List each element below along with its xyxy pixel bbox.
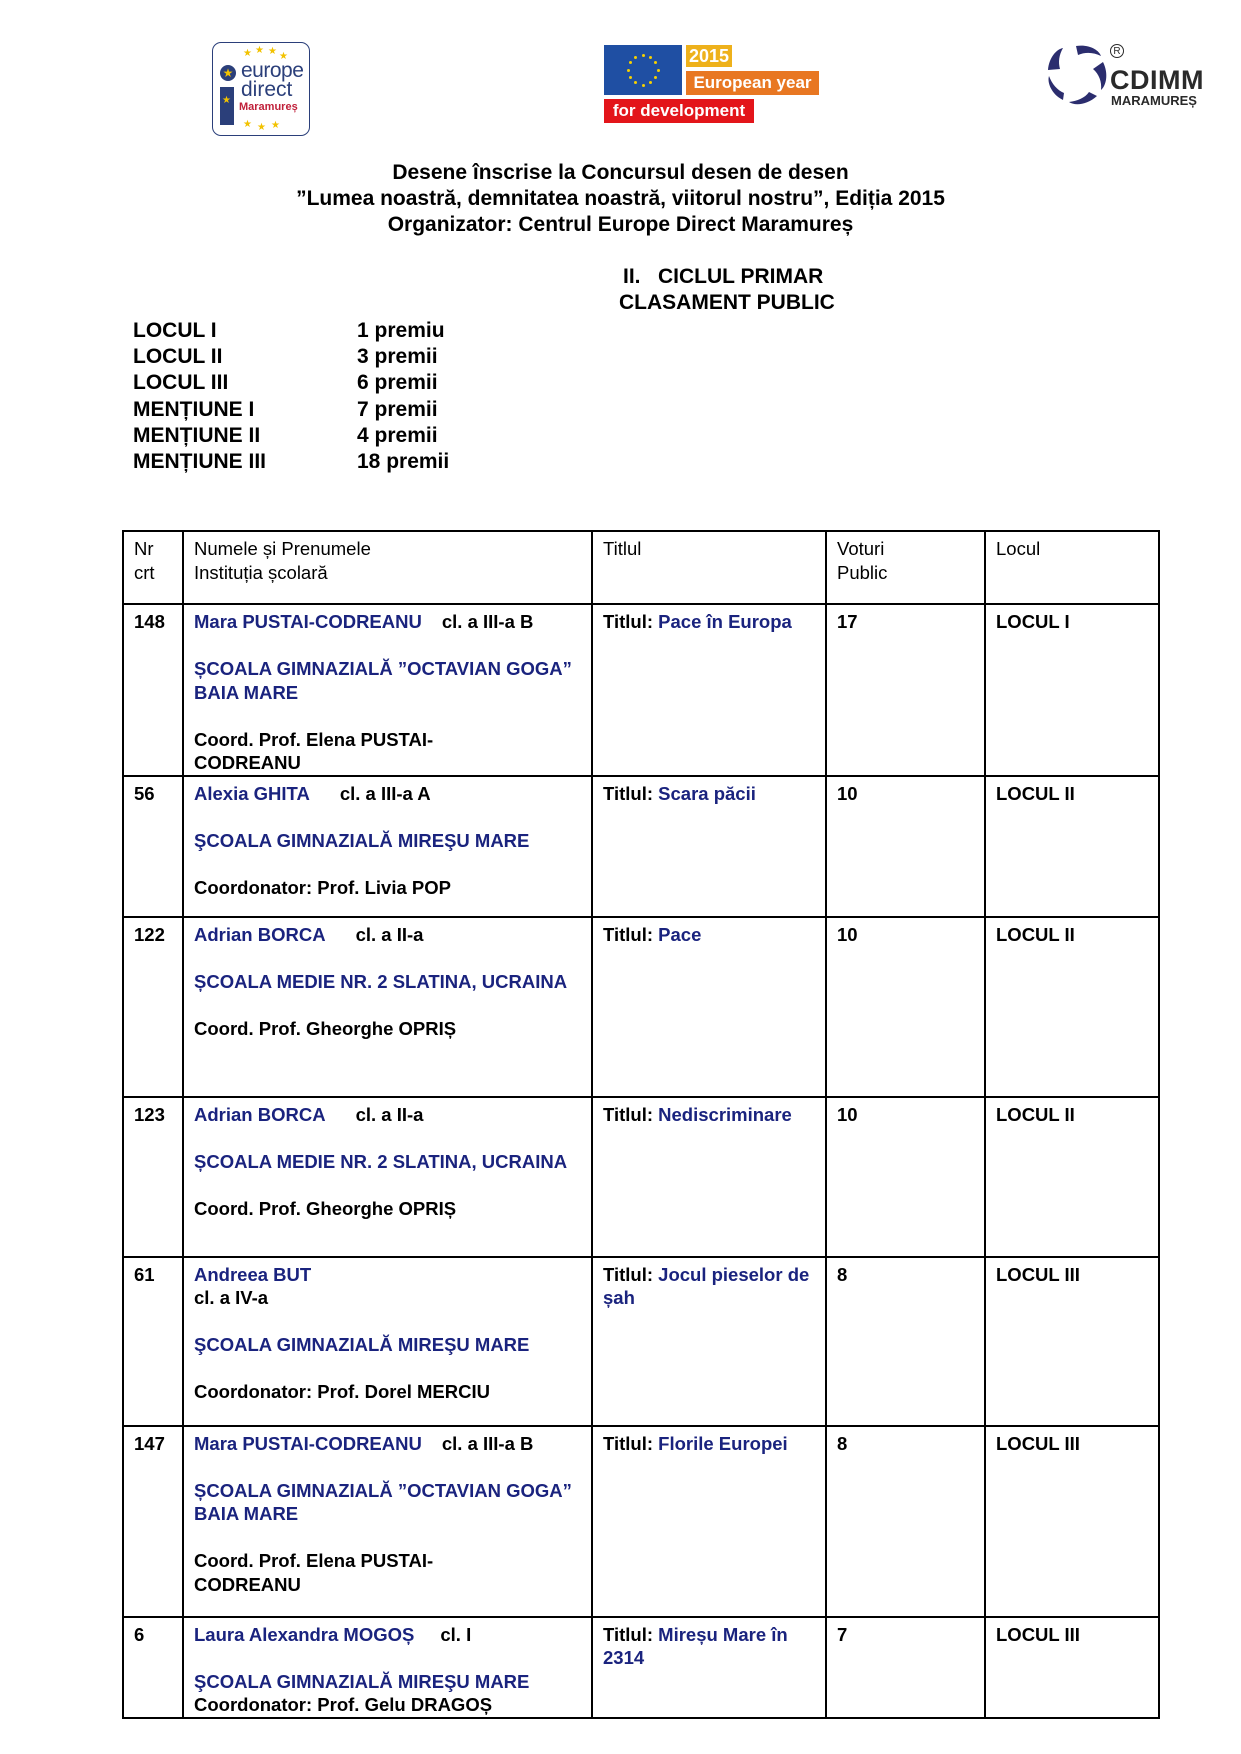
coordinator: Coord. Prof. Elena PUSTAI-CODREANU	[194, 728, 434, 773]
prize-count: 6 premii	[357, 371, 438, 395]
table-row	[123, 1426, 1159, 1617]
vote-count: 17	[837, 611, 858, 632]
title-prefix: Titlul:	[603, 1623, 659, 1645]
table-row	[123, 1257, 1159, 1426]
prize-item	[133, 344, 449, 370]
document-title	[0, 160, 1241, 238]
participant-name: Mara PUSTAI-CODREANU	[194, 611, 422, 632]
participant-name: Adrian BORCA	[194, 923, 326, 945]
cell-place	[985, 917, 1159, 1097]
header-text: Voturi	[837, 538, 885, 559]
cell-nr	[123, 1097, 183, 1257]
title-prefix: Titlul:	[603, 611, 659, 632]
school-name: ȘCOALA GIMNAZIALĂ ”OCTAVIAN GOGA” BAIA MARE	[194, 658, 572, 703]
row-number: 147	[134, 1432, 165, 1454]
prize-item	[133, 449, 449, 475]
prize-label: MENȚIUNE I	[133, 397, 255, 421]
prize-count: 1 premiu	[357, 319, 445, 342]
vote-count: 7	[837, 1623, 848, 1645]
cdimm-logo-subtext: MARAMUREȘ	[1111, 93, 1197, 108]
artwork-title	[603, 1103, 815, 1127]
cell-participant	[183, 1097, 592, 1257]
cell-votes	[826, 1257, 985, 1426]
cell-place	[985, 604, 1159, 776]
coordinator: Coordonator: Prof. Gelu DRAGOȘ	[194, 1694, 493, 1715]
spacer	[194, 1357, 581, 1381]
table-row	[123, 776, 1159, 917]
cell-title	[592, 917, 826, 1097]
row-number: 123	[134, 1103, 165, 1125]
cdimm-logo-text: CDIMM	[1110, 65, 1204, 95]
star-icon: ★	[220, 65, 236, 81]
cell-participant	[183, 1257, 592, 1426]
spacer	[194, 1310, 581, 1334]
cell-participant	[183, 604, 592, 776]
school-name: ŞCOALA GIMNAZIALĂ MIREŞU MARE	[194, 1670, 530, 1692]
coordinator: Coord. Prof. Gheorghe OPRIȘ	[194, 1197, 457, 1219]
star-icon	[649, 81, 652, 84]
artwork-title	[603, 923, 815, 947]
school-name: ŞCOALA GIMNAZIALĂ MIREŞU MARE	[194, 1334, 530, 1355]
cell-nr	[123, 1257, 183, 1426]
participant-name: Mara PUSTAI-CODREANU	[194, 1432, 422, 1454]
prize-label: MENȚIUNE II	[133, 423, 261, 447]
title-prefix: Titlul:	[603, 782, 659, 804]
prize-label: LOCUL II	[133, 345, 223, 369]
artwork-title	[603, 782, 815, 806]
logo-text: direct	[241, 78, 293, 101]
header-nr	[123, 531, 183, 604]
header-text: Public	[837, 561, 888, 583]
row-number: 56	[134, 782, 155, 804]
row-number: 61	[134, 1263, 155, 1285]
cell-title	[592, 1257, 826, 1426]
coordinator: Coordonator: Prof. Livia POP	[194, 876, 451, 898]
star-icon	[642, 54, 645, 57]
participant-name: Adrian BORCA	[194, 1103, 326, 1125]
header-text: Titlul	[603, 538, 642, 559]
participant-class: cl. a II-a	[355, 923, 424, 945]
row-number: 122	[134, 923, 165, 945]
results-table	[122, 530, 1160, 1719]
vote-count: 8	[837, 1263, 848, 1285]
cell-votes	[826, 776, 985, 917]
cell-title	[592, 1426, 826, 1617]
prize-count: 3 premii	[357, 345, 438, 369]
header-text: Nr	[134, 538, 154, 559]
star-icon: ★	[279, 51, 288, 62]
cell-title	[592, 604, 826, 776]
cell-nr	[123, 1617, 183, 1718]
section-heading	[619, 264, 835, 316]
cell-title	[592, 1617, 826, 1718]
coordinator: Coord. Prof. Elena PUSTAI-CODREANU	[194, 1550, 434, 1595]
participant-class: cl. a IV-a	[194, 1287, 269, 1308]
star-icon: ★	[243, 48, 252, 59]
star-icon: ★	[222, 95, 231, 106]
artwork-title	[603, 610, 815, 634]
spacer	[194, 993, 581, 1017]
cell-place	[985, 1257, 1159, 1426]
participant-name: Andreea BUT	[194, 1263, 312, 1285]
artwork-title	[603, 1623, 815, 1670]
cell-votes	[826, 917, 985, 1097]
row-number: 148	[134, 611, 165, 632]
table-row	[123, 1617, 1159, 1718]
school-name: ȘCOALA MEDIE NR. 2 SLATINA, UCRAINA	[194, 970, 568, 992]
title-prefix: Titlul:	[603, 923, 659, 945]
participant-line	[194, 923, 581, 947]
star-icon	[642, 84, 645, 87]
participant-class: cl. I	[440, 1623, 472, 1645]
vote-count: 10	[837, 1103, 858, 1125]
participant-line	[194, 1432, 581, 1456]
star-icon	[654, 76, 657, 79]
vote-count: 10	[837, 923, 858, 945]
title-line-3: Organizator: Centrul Europe Direct Maramureș	[387, 213, 854, 236]
title-prefix: Titlul:	[603, 1263, 659, 1285]
star-icon: ★	[268, 46, 277, 57]
prize-item	[133, 370, 449, 396]
star-icon: ★	[255, 45, 264, 56]
spacer	[194, 852, 581, 876]
vote-count: 10	[837, 782, 858, 804]
place-value: LOCUL III	[996, 1263, 1080, 1285]
cell-place	[985, 1617, 1159, 1718]
spacer	[194, 704, 581, 728]
prize-count: 4 premii	[357, 423, 438, 447]
title-value: Mireșu Mare în 2314	[603, 1623, 788, 1668]
participant-class: cl. a III-a A	[339, 782, 431, 804]
cdimm-swirl-icon	[1043, 42, 1109, 108]
place-value: LOCUL III	[996, 1623, 1080, 1645]
header-votes	[826, 531, 985, 604]
participant-class: cl. a III-a B	[441, 611, 534, 632]
title-line-1: Desene înscrise la Concursul desen de desen	[392, 161, 849, 184]
section-subtitle: CLASAMENT PUBLIC	[619, 291, 835, 314]
participant-line	[194, 1286, 581, 1310]
title-value: Florile Europei	[658, 1432, 788, 1454]
header-name	[183, 531, 592, 604]
vote-count: 8	[837, 1432, 848, 1454]
cell-nr	[123, 776, 183, 917]
school-name: ȘCOALA GIMNAZIALĂ ”OCTAVIAN GOGA” BAIA MARE	[194, 1479, 572, 1524]
prize-count: 7 premii	[357, 397, 438, 421]
logo-text: europe	[241, 59, 304, 82]
title-prefix: Titlul:	[603, 1103, 659, 1125]
table-row	[123, 1097, 1159, 1257]
title-line-2: ”Lumea noastră, demnitatea noastră, viitorul nostru”, Ediția 2015	[296, 187, 945, 210]
spacer	[194, 1173, 581, 1197]
cell-nr	[123, 1426, 183, 1617]
table-row	[123, 604, 1159, 776]
prize-count: 18 premii	[357, 450, 450, 474]
participant-class: cl. a III-a B	[441, 1432, 534, 1454]
header-text: crt	[134, 561, 155, 583]
row-number: 6	[134, 1623, 145, 1645]
star-icon	[634, 81, 637, 84]
table-header-row	[123, 531, 1159, 604]
artwork-title	[603, 1263, 815, 1310]
spacer	[194, 1526, 581, 1550]
title-value: Jocul pieselor de șah	[603, 1263, 810, 1308]
cell-votes	[826, 1426, 985, 1617]
europe-direct-logo	[212, 42, 310, 136]
spacer	[194, 634, 581, 658]
participant-line	[194, 1103, 581, 1127]
prize-item	[133, 423, 449, 449]
school-name: ŞCOALA GIMNAZIALĂ MIREŞU MARE	[194, 829, 530, 851]
star-icon: ★	[271, 120, 280, 131]
star-icon	[654, 61, 657, 64]
prize-label: LOCUL I	[133, 319, 217, 342]
participant-line	[194, 1263, 581, 1287]
prize-label: MENȚIUNE III	[133, 450, 267, 474]
cell-votes	[826, 1617, 985, 1718]
cell-participant	[183, 917, 592, 1097]
spacer	[194, 946, 581, 970]
header-text: Locul	[996, 538, 1041, 559]
header-place	[985, 531, 1159, 604]
star-icon: ★	[257, 122, 266, 133]
header-text: Instituția școlară	[194, 561, 328, 583]
artwork-title	[603, 1432, 815, 1456]
prize-label: LOCUL III	[133, 371, 229, 395]
eu-year-logo-subtext: for development	[604, 99, 754, 123]
star-icon	[629, 76, 632, 79]
coordinator: Coordonator: Prof. Dorel MERCIU	[194, 1381, 490, 1402]
star-icon	[627, 69, 630, 72]
participant-name: Laura Alexandra MOGOȘ	[194, 1623, 415, 1645]
star-icon: ★	[243, 119, 252, 130]
title-value: Pace în Europa	[658, 611, 792, 632]
place-value: LOCUL II	[996, 1103, 1075, 1125]
cell-participant	[183, 1617, 592, 1718]
cell-place	[985, 1426, 1159, 1617]
participant-line	[194, 610, 581, 634]
cell-nr	[123, 604, 183, 776]
participant-line	[194, 1623, 581, 1647]
cell-nr	[123, 917, 183, 1097]
prize-item	[133, 318, 449, 344]
logo-text: Maramureș	[239, 101, 298, 113]
star-icon	[629, 61, 632, 64]
title-prefix: Titlul:	[603, 1432, 659, 1454]
coordinator: Coord. Prof. Gheorghe OPRIȘ	[194, 1017, 457, 1039]
spacer	[194, 1455, 581, 1479]
cell-title	[592, 776, 826, 917]
prize-list	[133, 318, 449, 475]
participant-name: Alexia GHITA	[194, 782, 310, 804]
place-value: LOCUL II	[996, 923, 1075, 945]
place-value: LOCUL I	[996, 611, 1070, 632]
cell-votes	[826, 604, 985, 776]
participant-class: cl. a II-a	[355, 1103, 424, 1125]
header-title	[592, 531, 826, 604]
header-text: Numele și Prenumele	[194, 538, 371, 559]
cell-title	[592, 1097, 826, 1257]
section-title: II. CICLUL PRIMAR	[623, 265, 824, 288]
place-value: LOCUL II	[996, 782, 1075, 804]
title-value: Scara păcii	[658, 782, 756, 804]
star-icon	[634, 56, 637, 59]
spacer	[194, 805, 581, 829]
cell-votes	[826, 1097, 985, 1257]
eu-year-logo-text: European year	[686, 71, 819, 95]
cell-participant	[183, 776, 592, 917]
eu-flag-icon	[604, 45, 682, 95]
spacer	[194, 1126, 581, 1150]
table-row	[123, 917, 1159, 1097]
place-value: LOCUL III	[996, 1432, 1080, 1454]
title-value: Pace	[658, 923, 702, 945]
logo-numeral-one	[220, 87, 234, 125]
title-value: Nediscriminare	[658, 1103, 792, 1125]
star-icon	[649, 56, 652, 59]
participant-line	[194, 782, 581, 806]
prize-item	[133, 397, 449, 423]
registered-icon: R	[1110, 44, 1124, 58]
school-name: ȘCOALA MEDIE NR. 2 SLATINA, UCRAINA	[194, 1150, 568, 1172]
spacer	[194, 1646, 581, 1670]
eu-year-logo-year: 2015	[686, 45, 732, 67]
cell-place	[985, 776, 1159, 917]
star-icon	[657, 69, 660, 72]
cell-participant	[183, 1426, 592, 1617]
cell-place	[985, 1097, 1159, 1257]
